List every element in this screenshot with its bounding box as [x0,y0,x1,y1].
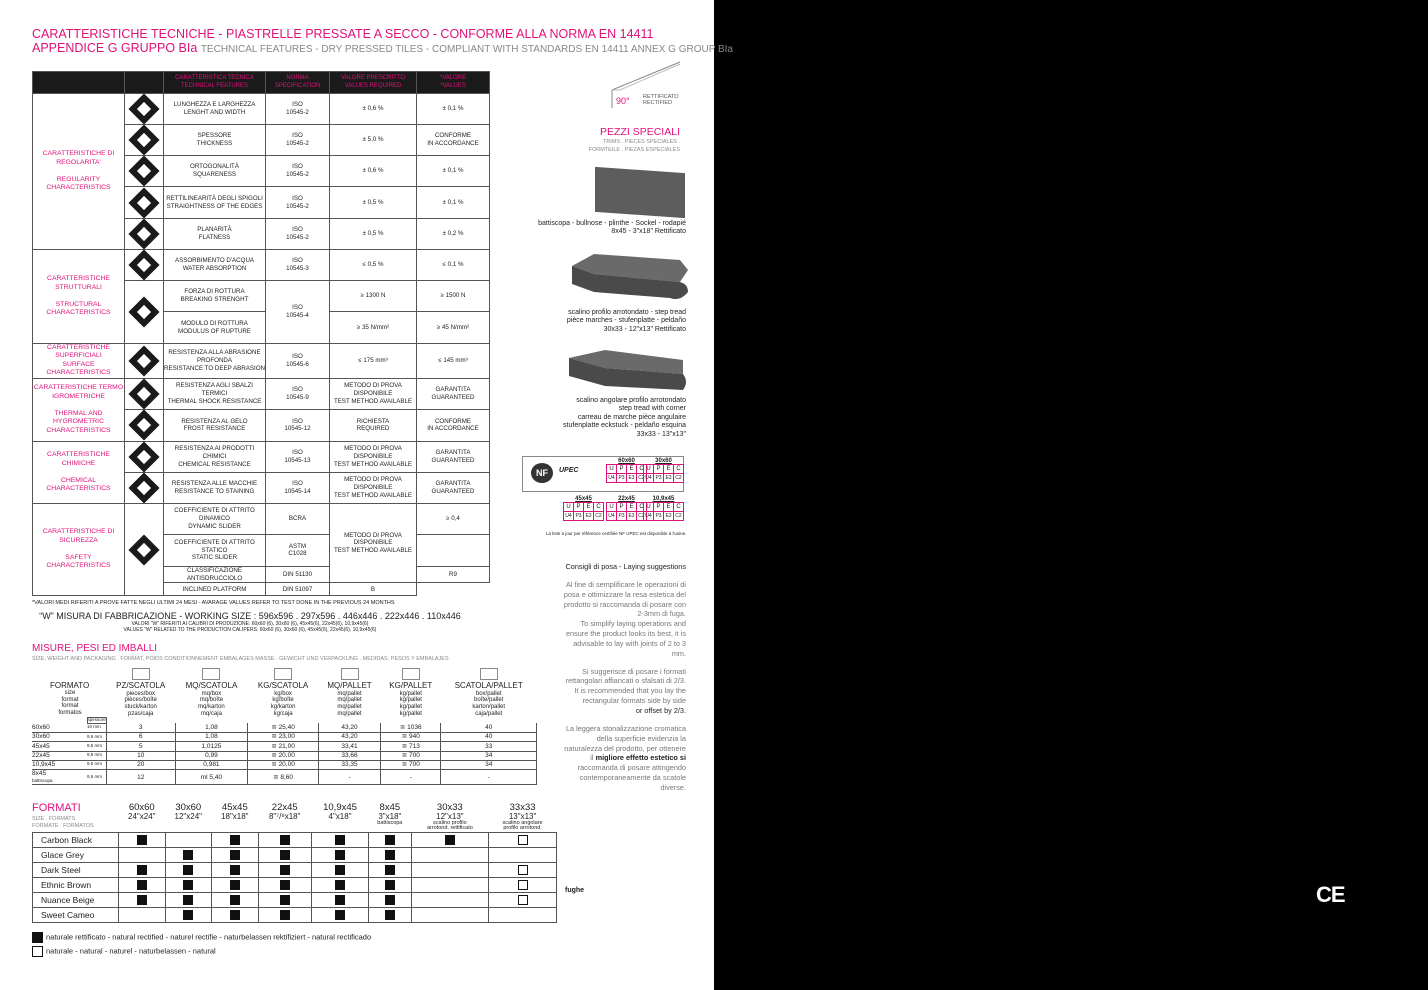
black-square-icon [137,880,147,890]
white-square-icon [518,865,528,875]
category-surface: CARATTERISTICHE SUPERFICIALI SURFACE CHARACTERISTICS [33,344,125,379]
formats-table [32,803,557,923]
box-icon [202,668,220,680]
header-norm: NORMA SPECIFICATION [266,72,330,94]
page-title: CARATTERISTICHE TECNICHE - PIASTRELLE PRESSATE A SECCO - CONFORME ALLA NORMA EN 14411 [32,27,654,41]
header-feature: CARATTERISTICA TECNICA TECHNICAL FEATURES [164,72,266,94]
color-row: Glace Grey [33,847,557,862]
black-square-icon [32,932,43,943]
black-square-icon [335,895,345,905]
black-panel [714,0,1428,990]
format-column-header: 33x33 13"x13" scalino angolare profilo arrotond. [502,802,543,831]
category-structural: CARATTERISTICHE STRUTTURALI STRUCTURAL CHARACTERISTICS [33,250,125,344]
black-square-icon [385,895,395,905]
black-square-icon [335,910,345,920]
header-required: VALORE PRESCRITTO VALUES REQUIRED [330,72,417,94]
calibri-it: VALORI “W” RIFERITI AI CALIBRI DI PRODUZIONE: 60x60 (6), 30x60 (6), 45x45(6), 22x45(6), 10,9x45(6) [131,621,369,627]
upec-grid: 30x60 U P E C U4 P3 E3 C2 [645,458,682,481]
color-row: Sweet Cameo [33,907,557,922]
fughe-label: fughe [565,887,585,894]
thickness-icon [128,124,159,155]
packaging-table: FORMATO size format format formatos PZ/SCATOLA pieces/box pièces/boîte stuck/karton pzas/caja MQ/SCATOLA mq/box mq/boîte mq/karton mq/caja KG/SCATOLA kg/box kg/boîte kg/karton kg/caja MQ/PALLET mq/pallet mq/pallet mq/pallet mq/pallet KG/PALLET kg/pallet kg/pallet kg/pallet kg/pallet SCATOLA/PALLET box/pallet boîte/pallet karton/pallet caja/pallet spessore 60x60 10 mm 3 1,08 ≅ 25,40 43,20 ≅ 1036 40 30x60 9,5 mm 6 1,08 ≅ 23,00 43,20 ≅ 940 40 45x45 9,5 mm 5 1,0125 ≅ 21,00 33,41 ≅ 713 33 22x45 9,5 mm 10 0,99 ≅ 20,00 33,66 ≅ 700 34 10,9x45 9,5 mm 20 0,981 ≅ 20,00 33,35 ≅ 700 34 8x45 battiscopa 9,5 mm 12 ml 5,40 ≅ 8,60 - - - [32,668,537,785]
staining-icon [128,472,159,503]
color-row: Carbon Black [33,832,557,847]
format-column-header: 45x45 18"x18" [221,802,249,821]
trims-title: PEZZI SPECIALI [600,126,680,138]
pallet-icon [341,668,359,680]
step-tread-image [570,252,690,304]
thermal-shock-icon [128,378,159,409]
black-square-icon [183,850,193,860]
upec-grid: 10,9x45 U P E C U4 P3 E3 C2 [645,496,682,519]
water-absorption-icon [128,249,159,280]
black-square-icon [385,880,395,890]
format-column-header: 60x60 24"x24" [128,802,156,821]
frost-icon [128,410,159,441]
calibri-en: VALUES “W” RELATED TO THE PRODUCTION CALIPERS: 60x60 (6), 30x60 (6), 45x45(6), 22x45(6), 10,9x45(6) [123,627,377,633]
upec-grid: 60x60 U P E C U4 P3 E3 C2 [608,458,645,481]
length-width-icon [128,93,159,124]
breaking-strength-icon [128,296,159,327]
black-square-icon [183,865,193,875]
category-safety: CARATTERISTICHE DI SICUREZZA SAFETY CHARACTERISTICS [33,503,125,596]
pallet-icon [480,668,498,680]
formats-title: FORMATI [32,802,81,814]
black-square-icon [137,865,147,875]
black-square-icon [280,895,290,905]
table-row: 45x45 9,5 mm 5 1,0125 ≅ 21,00 33,41 ≅ 713 33 [32,742,537,751]
black-square-icon [445,835,455,845]
working-size: “W” MISURA DI FABBRICAZIONE - WORKING SIZE : 596x596 . 297x596 . 446x446 . 222x446 . 110x446 [39,611,461,621]
box-icon [132,668,150,680]
trim1-caption: battiscopa - bullnose - plinthe - Sockel - rodapié 8x45 - 3"x18" Rettificato [538,220,686,236]
black-square-icon [280,880,290,890]
black-square-icon [335,880,345,890]
upec-grid: 22x45 U P E C U4 P3 E3 C2 [608,496,645,519]
laying-suggestions: Consigli di posa - Laying suggestions Al fine di semplificare le operazioni di posa e ottimizzare la resa estetica del prodotto si raccomanda di posare con 2-3mm di fuga. To simplify laying operations and ensure the product looks its best, it is advisable to lay with joints of 2 to 3 mm. Si suggerisce di posare i formati rettangolari affiancati o sfalsati di 2/3. It is recommended that you lay the rectangular formats side by side or offset by 2/3. La leggera stonalizzazione cromatica della superficie evidenzia la naturalezza del prodotto, per ottenere il migliore effetto estetico si raccomanda di posare attingendo contemporaneamente da scatole diverse. [563,562,686,792]
trim2-caption: scalino profilo arrotondato - step tread pièce marches - stufenplatte - peldaño 30x33 - 12"x13" Rettificato [566,309,686,333]
black-square-icon [230,865,240,875]
white-square-icon [518,895,528,905]
upec-logo: UPEC [559,467,579,474]
cert-note: La liste a jour par référence certifiée NF UPEC est disponible à l'usine. [546,531,687,536]
black-square-icon [183,910,193,920]
category-regularity: CARATTERISTICHE DI REGOLARITA' REGULARITY CHARACTERISTICS [33,94,125,250]
format-column-header: 30x33 12"x13" scalino profilo arrotond. rettificato [426,802,473,831]
box-icon [274,668,292,680]
svg-text:90°: 90° [616,96,630,106]
trim3-caption: scalino angolare profilo arrotondato step tread with corner carreau de marche pièce angulaire stufenplatte eckstuck - peldaño esquina 33x33 - 13"x13" [563,397,686,438]
black-square-icon [230,910,240,920]
chemical-icon [128,441,159,472]
rectified-label: RETTIFICATO RECTIFIED [643,94,679,106]
white-square-icon [518,880,528,890]
squareness-icon [128,155,159,186]
format-column-header: 22x45 8"⁷/⁸x18" [268,802,301,821]
black-square-icon [183,880,193,890]
corner-step-image [565,348,690,400]
trims-subtitle: TRIMS . PIECES SPECIALES . FORMTEILE . PIEZAS ESPECIALES [588,139,680,153]
format-column-header: 10,9x45 4"x18" [323,802,357,821]
tech-table: CARATTERISTICA TECNICA TECHNICAL FEATURES NORMA SPECIFICATION VALORE PRESCRITTO VALUES REQUIRED *VALORE *VALUES CARATTERISTICHE DI REGOLARITA' REGULARITY CHARACTERISTICS LUNGHEZZA E LARGHEZZA LENGHT AND WIDTH ISO 10545-2 ± 0,6 % ± 0,1 % SPESSORE THICKNESS ISO 10545-2 ± 5,0 % CONFORME IN ACCORDANCE ORTOGONALITÀ SQUARENESS ISO 10545-2 ± 0,6 % ± 0,1 % RETTILINEARITÀ DEGLI SPIGOLI STRAIGHTNESS OF THE EDGES ISO 10545-2 ± 0,5 % ± 0,1 % PLANARITÀ FLATNESS ISO 10545-2 ± 0,5 % ± 0,2 % CARATTERISTICHE STRUTTURALI STRUCTURAL CHARACTERISTICS ASSORBIMENTO D'ACQUA WATER ABSORPTION ISO 10545-3 ≤ 0,5 % ≤ 0,1 % FORZA DI ROTTURA BREAKING STRENGHT ISO 10545-4 ≥ 1300 N ≥ 1500 N MODULO DI ROTTURA MODULUS OF RUPTURE ≥ 35 N/mm² ≥ 45 N/mm² CARATTERISTICHE SUPERFICIALI SURFACE CHARACTERISTICS RESISTENZA ALLA ABRASIONE PROFONDA RESISTANCE TO DEEP ABRASION ISO 10545-6 ≤ 175 mm³ ≤ 145 mm³ CARATTERISTICHE TERMO IGROMETRICHE THERMAL AND HYGROMETRIC CHARACTERISTICS RESISTENZA AGLI SBALZI TERMICI THERMAL SHOCK RESISTANCE ISO 10545-9 METODO DI PROVA DISPONIBILE TEST METHOD AVAILABLE GARANTITA GUARANTEED RESISTENZA AL GELO FROST RESISTANCE ISO 10545-12 RICHIESTA REQUIRED CONFORME IN ACCORDANCE CARATTERISTICHE CHIMICHE CHEMICAL CHARACTERISTICS RESISTENZA AI PRODOTTI CHIMICI CHEMICAL RESISTANCE ISO 10545-13 METODO DI PROVA DISPONIBILE TEST METHOD AVAILABLE GARANTITA GUARANTEED RESISTENZA ALLE MACCHIE RESISTANCE TO STAINING ISO 10545-14 METODO DI PROVA DISPONIBILE TEST METHOD AVAILABLE GARANTITA GUARANTEED CARATTERISTICHE DI SICUREZZA SAFETY CHARACTERISTICS COEFFICIENTE DI ATTRITO DINAMICO DYNAMIC SLIDER BCRA METODO DI PROVA DISPONIBILE TEST METHOD AVAILABLE ≥ 0,4 COEFFICIENTE DI ATTRITO STATICO STATIC SLIDER ASTM C1028 CLASSIFICAZIONE ANTISDRUCCIOLO DIN 51130 R9 INCLINED PLATFORM DIN 51097 B [32,71,490,596]
color-row: Nuance Beige [33,892,557,907]
color-row: Ethnic Brown [33,877,557,892]
nf-logo: NF [531,463,553,483]
format-column-header: 8x45 3"x18" battiscopa [377,802,403,826]
table-row: 60x60 10 mm 3 1,08 ≅ 25,40 43,20 ≅ 1036 40 [32,723,537,732]
black-square-icon [230,850,240,860]
black-square-icon [385,910,395,920]
black-square-icon [335,835,345,845]
formats-subtitle: SIZE . FORMATS FORMATE . FORMATOS [32,816,94,830]
black-square-icon [183,895,193,905]
average-note: *VALORI MEDI RIFERITI A PROVE FATTE NEGLI ULTIMI 24 MESI - AVARAGE VALUES REFER TO TEST DONE IN THE PREVIOUS 24 MONTHS [32,600,395,606]
black-square-icon [230,835,240,845]
black-square-icon [280,865,290,875]
table-row: 10,9x45 9,5 mm 20 0,981 ≅ 20,00 33,35 ≅ 700 34 [32,760,537,769]
table-row: 22x45 9,5 mm 10 0,99 ≅ 20,00 33,66 ≅ 700 34 [32,751,537,760]
black-square-icon [385,835,395,845]
flatness-icon [128,218,159,249]
table-row: 30x60 9,5 mm 6 1,08 ≅ 23,00 43,20 ≅ 940 40 [32,732,537,741]
black-square-icon [280,850,290,860]
black-square-icon [385,850,395,860]
packaging-title: MISURE, PESI ED IMBALLI [32,643,158,654]
category-thermal: CARATTERISTICHE TERMO IGROMETRICHE THERMAL AND HYGROMETRIC CHARACTERISTICS [33,378,125,441]
legend-natural: naturale - natural - naturel - naturbelassen - natural [32,946,216,957]
black-square-icon [137,895,147,905]
black-square-icon [280,910,290,920]
bullnose-image [595,167,685,218]
slip-resistance-icon [128,534,159,565]
straightness-icon [128,187,159,218]
black-square-icon [335,865,345,875]
black-square-icon [335,850,345,860]
pallet-icon [402,668,420,680]
black-square-icon [230,880,240,890]
abrasion-icon [128,345,159,376]
color-row: Dark Steel [33,862,557,877]
page-subtitle: APPENDICE G GRUPPO BIa TECHNICAL FEATURES - DRY PRESSED TILES - COMPLIANT WITH STANDARDS EN 14411 ANNEX G GROUP BIa [32,41,733,55]
table-row: 8x45 battiscopa 9,5 mm 12 ml 5,40 ≅ 8,60 - - - [32,770,537,785]
white-square-icon [32,946,43,957]
black-square-icon [280,835,290,845]
legend-rectified: naturale rettificato - natural rectified - naturel rectifie - naturbelassen rektifiziert - natural rectificado [32,932,371,943]
ce-mark: CE [1316,882,1345,907]
white-square-icon [518,835,528,845]
format-column-header: 30x60 12"x24" [174,802,203,821]
black-square-icon [230,895,240,905]
packaging-subtitle: SIZE, WEIGHT AND PACKAGING . FORMAT, POIDS CONDITIONNEMENT EMBALAGES MASSE . GEWICHT UND VERPACKUNG . MEDIDAS, PESOS Y EMBALAJES [32,656,449,662]
black-square-icon [137,835,147,845]
black-square-icon [385,865,395,875]
category-chemical: CARATTERISTICHE CHIMICHE CHEMICAL CHARACTERISTICS [33,441,125,503]
header-value: *VALORE *VALUES [417,72,490,94]
upec-grid: 45x45 U P E C U4 P3 E3 C2 [565,496,602,519]
